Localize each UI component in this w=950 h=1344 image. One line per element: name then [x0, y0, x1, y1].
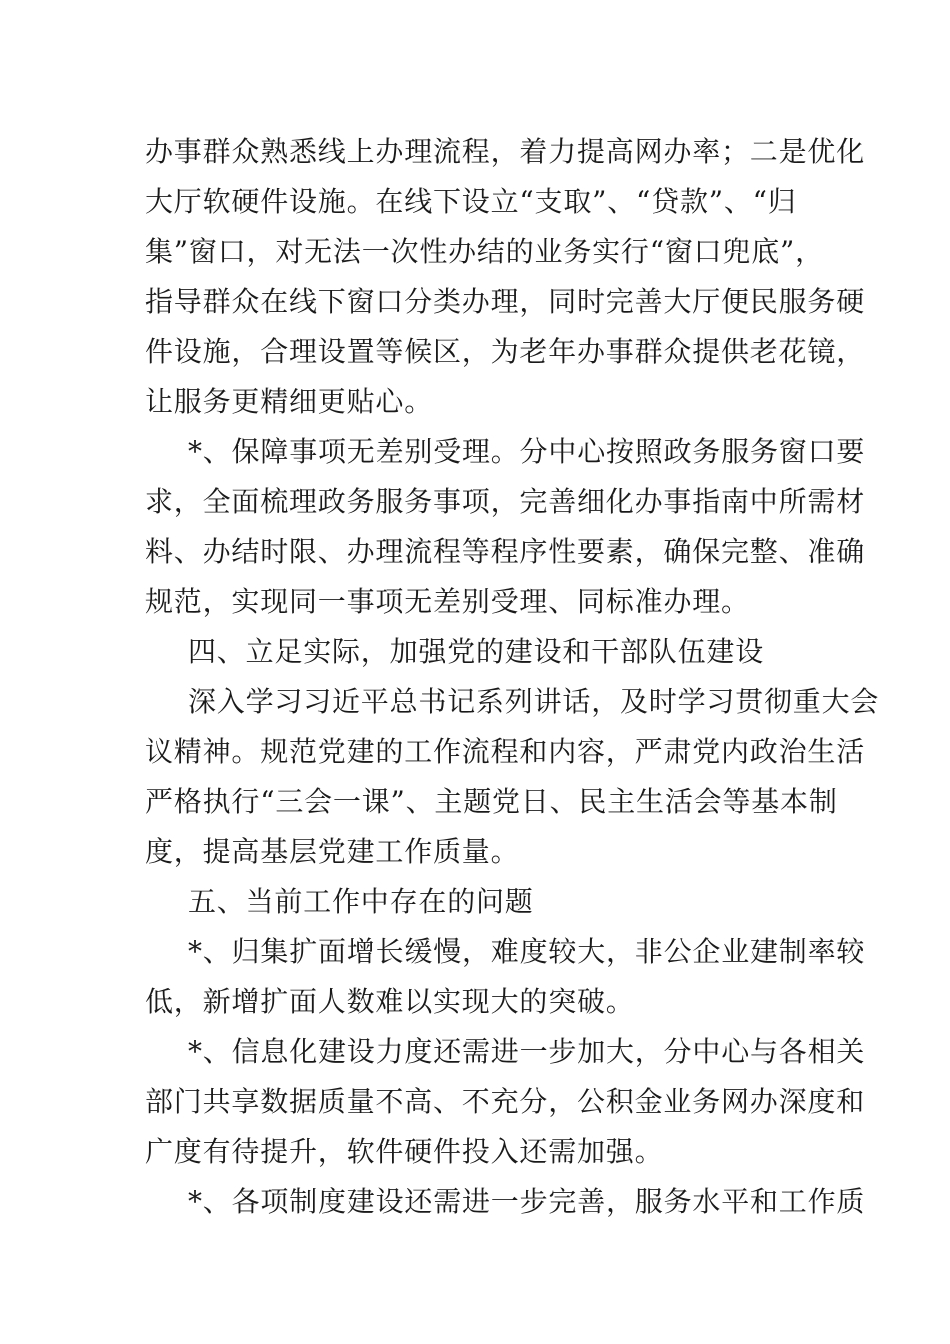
section-heading: 四、立足实际，加强党的建设和干部队伍建设 — [188, 635, 765, 668]
text-line: 议精神。规范党建的工作流程和内容，严肃党内政治生活 — [145, 735, 866, 768]
text-line: 指导群众在线下窗口分类办理，同时完善大厅便民服务硬 — [145, 285, 866, 318]
text-line: 求，全面梳理政务服务事项，完善细化办事指南中所需材 — [145, 485, 866, 518]
text-line: 让服务更精细更贴心。 — [145, 385, 434, 418]
list-item-paragraph: *、保障事项无差别受理。分中心按照政务服务窗口要 — [188, 435, 866, 468]
text-line: 料、办结时限、办理流程等程序性要素，确保完整、准确 — [145, 535, 866, 568]
text-line: 低，新增扩面人数难以实现大的突破。 — [145, 985, 635, 1018]
text-line: 办事群众熟悉线上办理流程，着力提高网办率；二是优化 — [145, 135, 866, 168]
paragraph-first-line: 深入学习习近平总书记系列讲话，及时学习贯彻重大会 — [188, 685, 880, 718]
text-line: 度，提高基层党建工作质量。 — [145, 835, 520, 868]
text-line: 广度有待提升，软件硬件投入还需加强。 — [145, 1135, 664, 1168]
text-line: 规范，实现同一事项无差别受理、同标准办理。 — [145, 585, 750, 618]
text-line: 严格执行“三会一课”、主题党日、民主生活会等基本制 — [145, 785, 838, 818]
list-item-paragraph: *、各项制度建设还需进一步完善，服务水平和工作质 — [188, 1185, 866, 1218]
text-line: 件设施，合理设置等候区，为老年办事群众提供老花镜， — [145, 335, 866, 368]
text-line: 大厅软硬件设施。在线下设立“支取”、“贷款”、“归 — [145, 185, 797, 218]
text-line: 部门共享数据质量不高、不充分，公积金业务网办深度和 — [145, 1085, 866, 1118]
section-heading: 五、当前工作中存在的问题 — [188, 885, 534, 918]
text-line: 集”窗口，对无法一次性办结的业务实行“窗口兜底”， — [145, 235, 824, 268]
list-item-paragraph: *、信息化建设力度还需进一步加大，分中心与各相关 — [188, 1035, 866, 1068]
list-item-paragraph: *、归集扩面增长缓慢，难度较大，非公企业建制率较 — [188, 935, 866, 968]
